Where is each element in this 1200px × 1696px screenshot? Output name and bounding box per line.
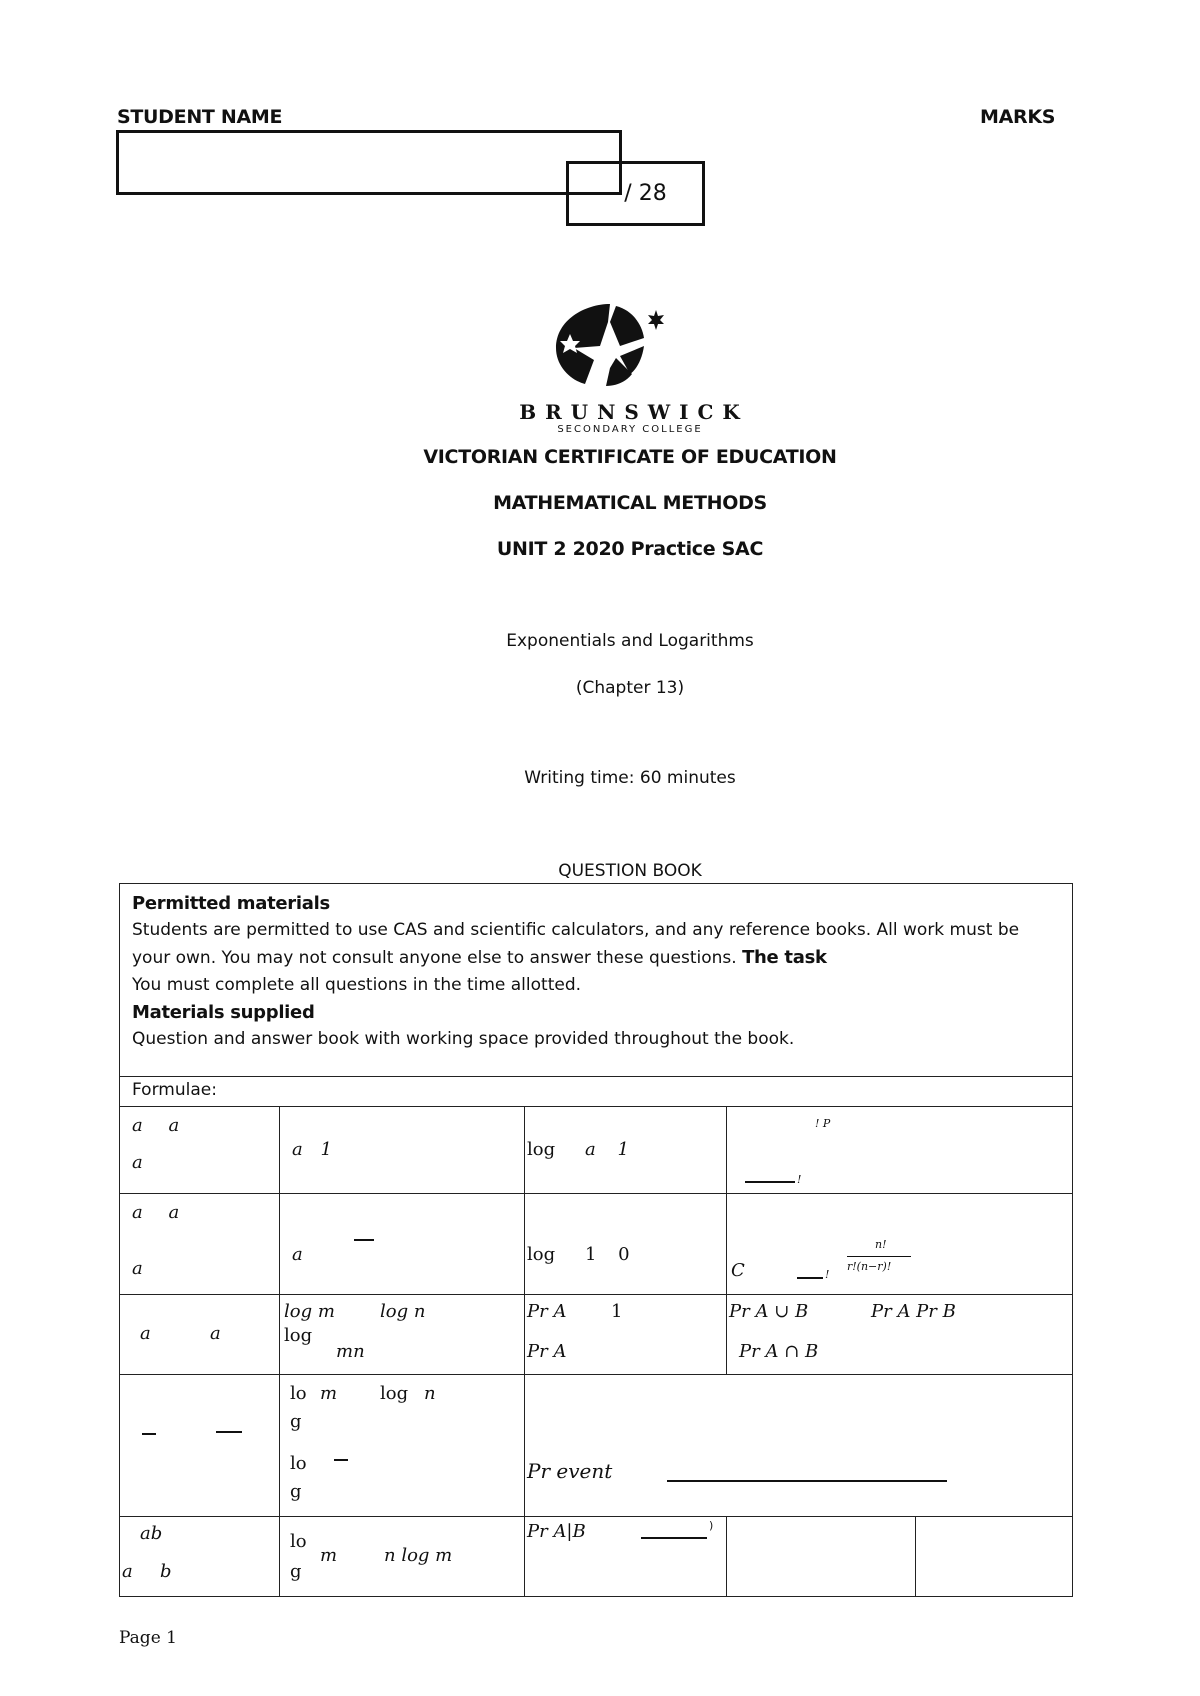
topic-text: Exponentials and Logarithms: [506, 631, 754, 651]
formula-r3-c4: Pr A ∪ B Pr A Pr B Pr A ∩ B: [727, 1295, 1073, 1375]
page-number: Page 1: [119, 1628, 177, 1648]
formula-r5-c1: ab a b: [120, 1517, 280, 1597]
permitted-heading: Permitted materials: [132, 893, 330, 914]
formula-r5-c4: [727, 1517, 916, 1597]
writing-time-text: Writing time: 60 minutes: [524, 768, 736, 788]
question-book-label: QUESTION BOOK: [558, 861, 702, 881]
supplied-text: Question and answer book with working space provided throughout the book.: [132, 1029, 795, 1049]
formula-r5-c3: Pr A|B ): [525, 1517, 727, 1597]
permitted-text: Students are permitted to use CAS and scientific calculators, and any reference books. All work must be your own. You may not consult anyone else to answer these questions. The task: [132, 920, 1020, 968]
formula-r2-c2: a: [280, 1194, 525, 1295]
formula-r3-c3: Pr A 1 Pr A: [525, 1295, 727, 1375]
task-heading: The task: [742, 947, 827, 968]
title-subject: MATHEMATICAL METHODS: [493, 492, 767, 514]
formula-r4-c2: lo m log n g lo g: [280, 1375, 525, 1517]
marks-label: MARKS: [980, 106, 1056, 128]
formula-r1-c2: a 1: [280, 1107, 525, 1194]
formula-r2-c1: a a a: [120, 1194, 280, 1295]
title-unit: UNIT 2 2020 Practice SAC: [496, 538, 764, 560]
formula-r1-c4: ! P !: [727, 1107, 1073, 1194]
star-logo-icon: [550, 300, 670, 390]
chapter-text: (Chapter 13): [575, 678, 685, 698]
formula-r5-c5: [916, 1517, 1073, 1597]
title-vce: VICTORIAN CERTIFICATE OF EDUCATION: [423, 446, 837, 468]
task-text: You must complete all questions in the time allotted.: [132, 975, 582, 995]
formula-r3-c1: a a: [120, 1295, 280, 1375]
student-name-field[interactable]: [116, 130, 622, 195]
formulae-label: Formulae:: [132, 1080, 217, 1100]
formula-r2-c3: log 1 0: [525, 1194, 727, 1295]
marks-total: / 28: [624, 181, 667, 206]
formula-r4-c3: Pr event: [525, 1375, 1073, 1517]
formula-r5-c2: lo m n log m g: [280, 1517, 525, 1597]
logo-subtitle: SECONDARY COLLEGE: [557, 424, 703, 435]
logo-wordmark: B R U N S W I C K: [519, 400, 741, 424]
instructions-cell: [120, 884, 1073, 1077]
supplied-heading: Materials supplied: [132, 1002, 315, 1023]
instructions-table: [119, 883, 1073, 1597]
formula-r1-c3: log a 1: [525, 1107, 727, 1194]
student-name-label: STUDENT NAME: [117, 106, 283, 128]
formula-r4-c1: [120, 1375, 280, 1517]
formulae-label-cell: [120, 1077, 1073, 1107]
college-logo: [550, 300, 670, 390]
formula-r3-c2: log m log n log mn: [280, 1295, 525, 1375]
formula-r2-c4: C ! n! r!(n−r)!: [727, 1194, 1073, 1295]
formula-r1-c1: a a a: [120, 1107, 280, 1194]
marks-box[interactable]: [566, 161, 705, 226]
